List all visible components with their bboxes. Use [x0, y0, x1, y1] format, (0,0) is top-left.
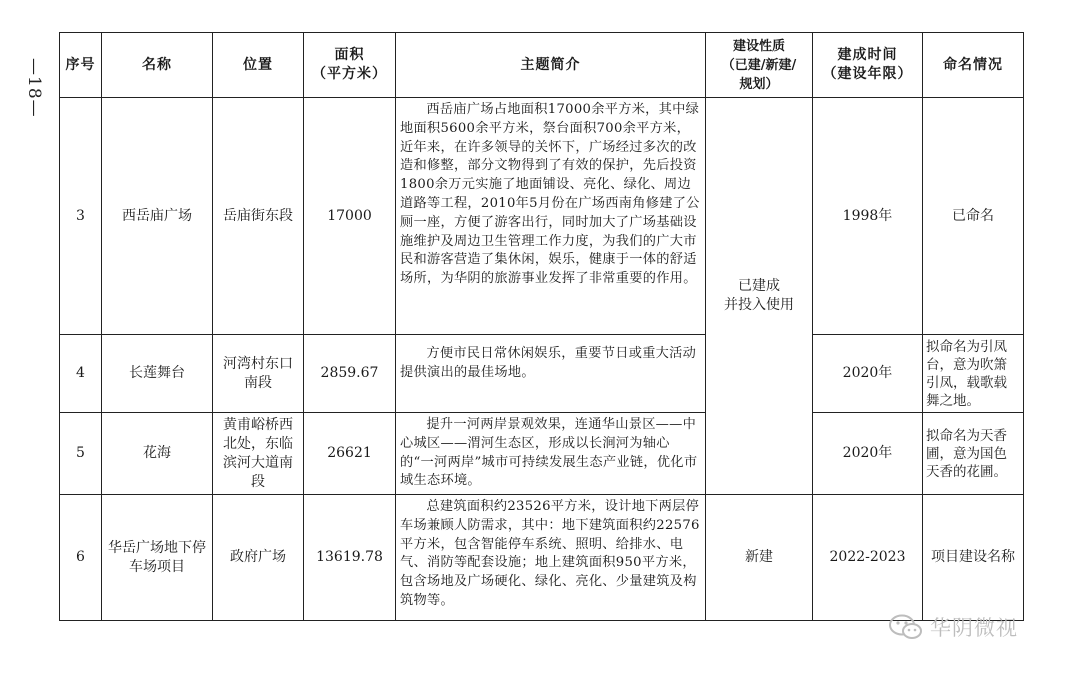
- page-number: —18—: [24, 58, 44, 118]
- cell-area: 2859.67: [304, 335, 396, 413]
- header-location: 位置: [213, 33, 304, 98]
- cell-location: 河湾村东口南段: [213, 335, 304, 413]
- cell-completion: 1998年: [813, 98, 923, 335]
- cell-name: 华岳广场地下停车场项目: [102, 495, 213, 621]
- watermark-text: 华阴微视: [930, 616, 1018, 640]
- cell-intro: 西岳庙广场占地面积17000余平方米，其中绿地面积5600余平方米，祭台面积700余平方米，近年来，在许多领导的关怀下，广场经过多次的改造和修整，部分文物得到了有效的保护，先后投资1800余万元实施了地面铺设、亮化、绿化、周边道路等工程，2010年5月份在广场西南角修建了公厕一座，方便了游客出行，同时加大了广场基础设施维护及周边卫生管理工作力度，为我们的广大市民和游客营造了集休闲，娱乐，健康于一体的舒适场所，为华阴的旅游事业发挥了非常重要的作用。: [396, 98, 706, 335]
- header-name: 名称: [102, 33, 213, 98]
- table-row: [60, 335, 1024, 413]
- cell-intro: 提升一河两岸景观效果，连通华山景区——中心城区——渭河生态区，形成以长涧河为轴心的“一河两岸”城市可持续发展生态产业链，优化市域生态环境。: [396, 413, 706, 495]
- cell-index: 4: [60, 335, 102, 413]
- cell-naming: 项目建设名称: [923, 495, 1024, 621]
- header-nature: 建设性质 （已建/新建/ 规划）: [706, 33, 813, 98]
- cell-nature: 新建: [706, 495, 813, 621]
- cell-nature-merged: 已建成 并投入使用: [706, 98, 813, 495]
- cell-naming: 拟命名为天香圃，意为国色天香的花圃。: [923, 413, 1024, 495]
- header-row: [60, 33, 1024, 98]
- header-index: 序号: [60, 33, 102, 98]
- cell-location: 黄甫峪桥西北处，东临滨河大道南段: [213, 413, 304, 495]
- cell-index: 3: [60, 98, 102, 335]
- cell-name: 花海: [102, 413, 213, 495]
- cell-index: 6: [60, 495, 102, 621]
- cell-area: 17000: [304, 98, 396, 335]
- wechat-icon: [888, 613, 924, 641]
- header-completion: 建成时间 （建设年限）: [813, 33, 923, 98]
- cell-intro: 方便市民日常休闲娱乐，重要节日或重大活动提供演出的最佳场地。: [396, 335, 706, 413]
- watermark: [888, 612, 1018, 642]
- cell-name: 西岳庙广场: [102, 98, 213, 335]
- cell-area: 26621: [304, 413, 396, 495]
- cell-intro: 总建筑面积约23526平方米，设计地下两层停车场兼顾人防需求，其中：地下建筑面积约22576平方米，包含智能停车系统、照明、给排水、电气、消防等配套设施；地上建筑面积950平方米，包含场地及广场硬化、绿化、亮化、少量建筑及构筑物等。: [396, 495, 706, 621]
- table-row: [60, 98, 1024, 335]
- cell-area: 13619.78: [304, 495, 396, 621]
- cell-location: 岳庙街东段: [213, 98, 304, 335]
- cell-completion: 2022-2023: [813, 495, 923, 621]
- cell-naming: 已命名: [923, 98, 1024, 335]
- header-area: 面积 （平方米）: [304, 33, 396, 98]
- cell-naming: 拟命名为引凤台，意为吹箫引凤，载歌载舞之地。: [923, 335, 1024, 413]
- cell-name: 长莲舞台: [102, 335, 213, 413]
- table-row: [60, 495, 1024, 621]
- table-row: [60, 413, 1024, 495]
- header-naming: 命名情况: [923, 33, 1024, 98]
- projects-table: [59, 32, 1024, 621]
- header-intro: 主题简介: [396, 33, 706, 98]
- cell-completion: 2020年: [813, 335, 923, 413]
- cell-index: 5: [60, 413, 102, 495]
- cell-location: 政府广场: [213, 495, 304, 621]
- cell-completion: 2020年: [813, 413, 923, 495]
